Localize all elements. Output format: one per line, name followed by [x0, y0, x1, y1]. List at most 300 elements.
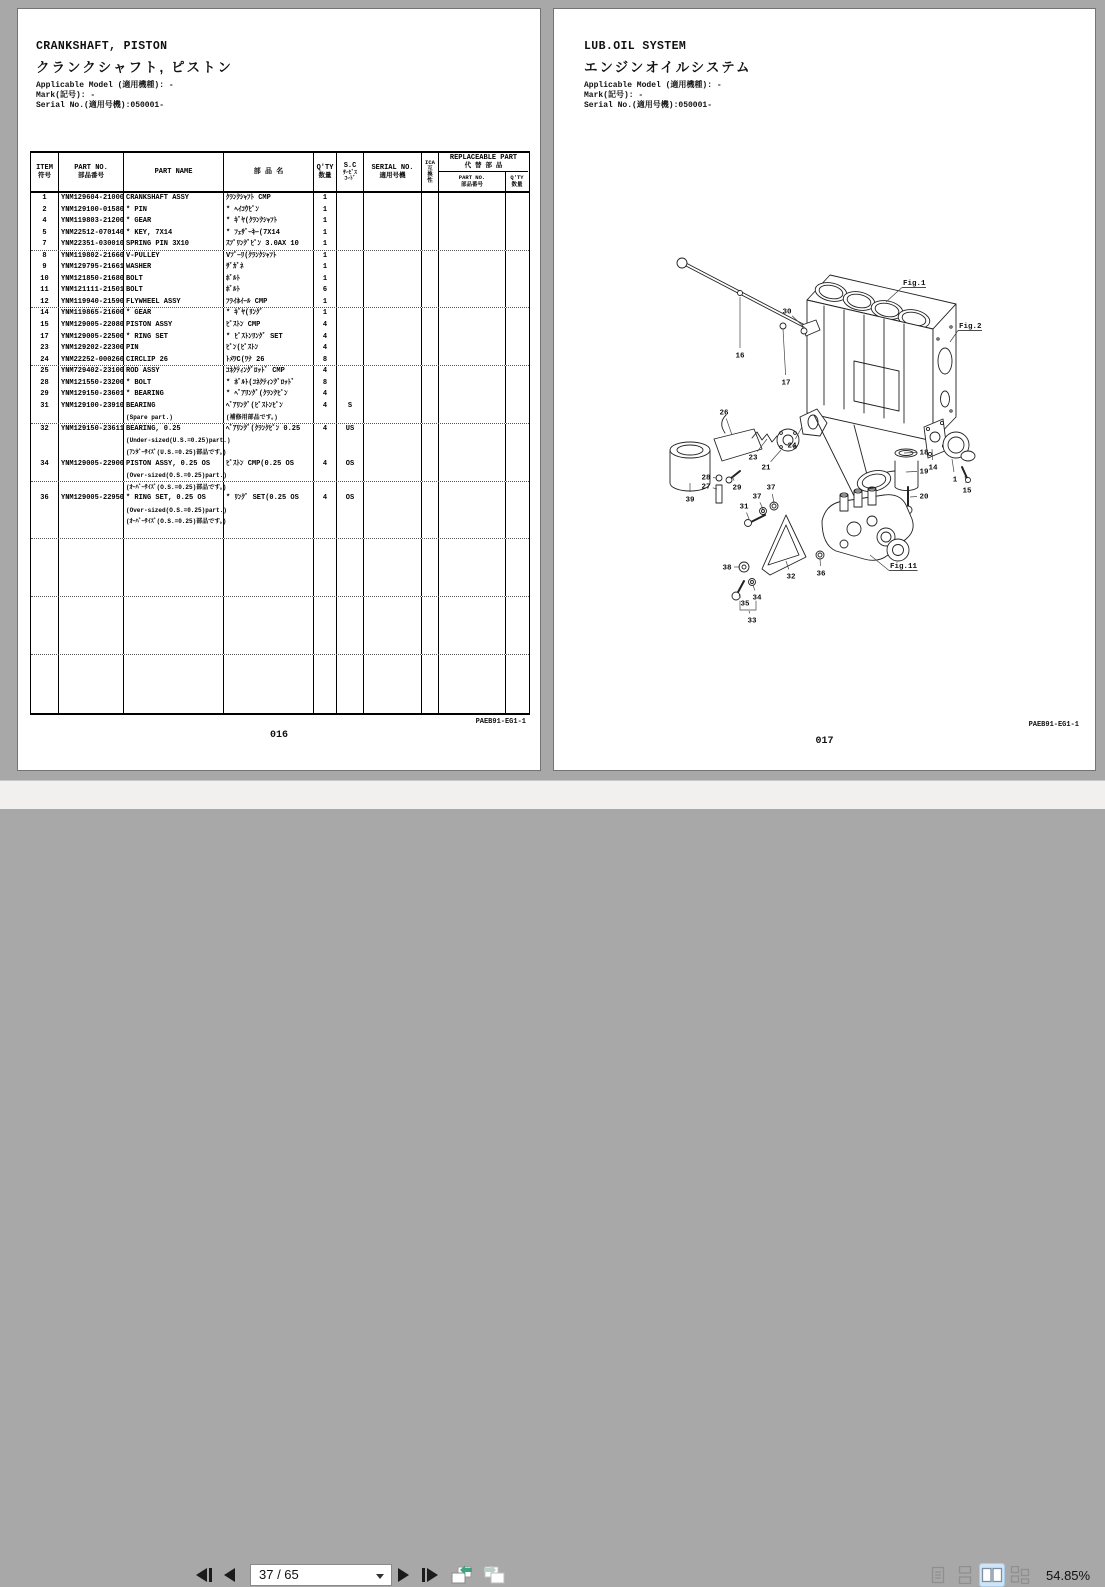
- table-cell: ﾍﾞｱﾘﾝｸﾞ(ﾋﾟｽﾄﾝﾋﾟﾝ: [224, 401, 314, 413]
- table-cell: WASHER: [124, 262, 224, 274]
- page-title-en: CRANKSHAFT, PISTON: [36, 40, 167, 53]
- table-cell: 34: [31, 459, 59, 471]
- table-cell: [422, 655, 439, 667]
- table-cell: [364, 308, 422, 320]
- table-cell: [506, 528, 528, 539]
- previous-view-button[interactable]: [448, 1563, 476, 1587]
- table-cell: [31, 470, 59, 481]
- table-cell: (ｱﾝﾀﾞｰｻｲｽﾞ(U.S.=0.25)部品です。): [124, 447, 224, 459]
- table-cell: YNM129005-22500: [59, 332, 124, 344]
- page-title-en: LUB.OIL SYSTEM: [584, 40, 686, 53]
- table-cell: [337, 205, 364, 217]
- callout-number: 23: [748, 455, 758, 463]
- table-cell: YNM121111-21501: [59, 285, 124, 297]
- table-cell: [439, 678, 506, 690]
- table-row: [31, 505, 529, 517]
- table-row: [31, 412, 529, 424]
- callout-number: 21: [761, 465, 771, 473]
- table-cell: [506, 620, 528, 632]
- table-row: [31, 482, 529, 494]
- table-cell: [337, 262, 364, 274]
- table-cell: YNM119940-21590: [59, 297, 124, 308]
- table-cell: [364, 251, 422, 263]
- table-cell: [364, 470, 422, 481]
- table-cell: [314, 563, 337, 575]
- table-cell: [506, 320, 528, 332]
- table-cell: [439, 274, 506, 286]
- callout-number: 34: [752, 595, 762, 603]
- table-cell: [422, 401, 439, 413]
- header-replaceable-part: REPLACEABLE PART 代 替 部 品 PART NO. 部品番号 Q'TY 数量: [439, 153, 528, 191]
- table-cell: [337, 447, 364, 459]
- table-cell: 1: [314, 193, 337, 205]
- header-repl-qty: Q'TY 数量: [506, 172, 528, 191]
- table-cell: [59, 643, 124, 654]
- table-cell: ﾎﾞﾙﾄ: [224, 285, 314, 297]
- table-cell: [422, 620, 439, 632]
- table-cell: [422, 493, 439, 505]
- table-cell: [59, 539, 124, 551]
- table-cell: 15: [31, 320, 59, 332]
- two-page-continuous-view-button[interactable]: [1008, 1564, 1032, 1586]
- table-row: [31, 690, 529, 702]
- table-cell: 6: [314, 285, 337, 297]
- table-cell: [364, 424, 422, 436]
- table-cell: [439, 285, 506, 297]
- table-cell: 4: [314, 401, 337, 413]
- table-cell: [314, 586, 337, 597]
- table-row: [31, 551, 529, 563]
- table-cell: 4: [314, 343, 337, 355]
- table-cell: * BOLT: [124, 378, 224, 390]
- table-row: [31, 539, 529, 551]
- table-cell: ﾎﾞﾙﾄ: [224, 274, 314, 286]
- table-cell: [364, 482, 422, 494]
- table-row: [31, 262, 529, 274]
- table-cell: 4: [314, 332, 337, 344]
- table-cell: [224, 690, 314, 702]
- table-cell: YNM22351-030010: [59, 239, 124, 250]
- table-cell: [314, 551, 337, 563]
- table-cell: * ｷﾞﾔ(ｸﾗﾝｸｼｬﾌﾄ: [224, 216, 314, 228]
- table-cell: [422, 366, 439, 378]
- table-cell: (補修用部品です。): [224, 412, 314, 423]
- table-cell: [506, 412, 528, 423]
- table-cell: [364, 332, 422, 344]
- table-row: [31, 643, 529, 655]
- window-back-arrow-icon: [449, 1564, 475, 1586]
- table-cell: [224, 632, 314, 644]
- table-cell: [506, 308, 528, 320]
- table-cell: [337, 193, 364, 205]
- callout-number: 31: [739, 504, 749, 512]
- table-cell: [31, 435, 59, 447]
- table-cell: [422, 678, 439, 690]
- table-cell: [337, 563, 364, 575]
- table-cell: [224, 505, 314, 517]
- table-cell: [364, 701, 422, 713]
- table-cell: [422, 563, 439, 575]
- table-cell: [422, 412, 439, 423]
- table-cell: [439, 597, 506, 609]
- table-cell: [506, 516, 528, 528]
- table-cell: CRANKSHAFT ASSY: [124, 193, 224, 205]
- table-cell: 1: [314, 308, 337, 320]
- meta-applicable-model: Applicable Model (適用機種): -: [36, 79, 174, 90]
- table-cell: [506, 239, 528, 250]
- table-row: [31, 516, 529, 528]
- table-cell: [422, 274, 439, 286]
- table-cell: [364, 586, 422, 597]
- callout-number: 38: [722, 565, 732, 573]
- single-page-view-button[interactable]: [926, 1564, 950, 1586]
- meta-applicable-model: Applicable Model (適用機種): -: [584, 79, 722, 90]
- table-cell: YNM22252-000260: [59, 355, 124, 366]
- table-cell: 1: [314, 239, 337, 250]
- table-cell: [337, 701, 364, 713]
- table-cell: [314, 505, 337, 517]
- table-cell: [314, 470, 337, 481]
- table-row: [31, 401, 529, 413]
- callout-number: 37: [766, 485, 775, 493]
- table-cell: [59, 701, 124, 713]
- table-cell: [439, 297, 506, 308]
- table-cell: [422, 701, 439, 713]
- table-cell: 1: [314, 216, 337, 228]
- table-cell: [364, 655, 422, 667]
- table-cell: [224, 666, 314, 678]
- table-cell: [364, 690, 422, 702]
- table-cell: [422, 447, 439, 459]
- table-cell: [337, 690, 364, 702]
- table-cell: ｽﾌﾟﾘﾝｸﾞﾋﾟﾝ 3.0AX 10: [224, 239, 314, 250]
- triangle-left-icon: [224, 1568, 235, 1582]
- table-row: [31, 389, 529, 401]
- table-cell: S: [337, 401, 364, 413]
- page-017: [553, 8, 1096, 771]
- table-cell: US: [337, 424, 364, 436]
- table-cell: [337, 609, 364, 621]
- table-cell: [506, 551, 528, 563]
- table-cell: [506, 643, 528, 654]
- table-cell: [364, 401, 422, 413]
- table-cell: [422, 297, 439, 308]
- table-cell: [506, 493, 528, 505]
- table-cell: [124, 690, 224, 702]
- table-cell: [224, 482, 314, 494]
- table-cell: [224, 516, 314, 528]
- table-cell: [337, 482, 364, 494]
- table-cell: [59, 690, 124, 702]
- table-cell: [439, 447, 506, 459]
- table-cell: [314, 597, 337, 609]
- table-cell: YNM22512-070140: [59, 228, 124, 240]
- table-row: [31, 447, 529, 459]
- triangle-left-icon: [196, 1568, 207, 1582]
- callout-number: 28: [701, 475, 711, 483]
- figure-reference-label: Fig.1: [903, 280, 926, 288]
- parts-table-header: [31, 153, 529, 193]
- next-view-button[interactable]: [480, 1563, 508, 1587]
- table-cell: [506, 539, 528, 551]
- table-cell: [506, 632, 528, 644]
- triangle-right-icon: [427, 1568, 438, 1582]
- table-cell: 25: [31, 366, 59, 378]
- last-page-button[interactable]: [422, 1567, 438, 1583]
- table-cell: [224, 539, 314, 551]
- meta-mark: Mark(記号): -: [584, 89, 643, 100]
- table-cell: BOLT: [124, 274, 224, 286]
- table-cell: [59, 563, 124, 575]
- table-cell: 11: [31, 285, 59, 297]
- table-cell: [364, 563, 422, 575]
- table-cell: [506, 424, 528, 436]
- table-cell: [337, 574, 364, 586]
- table-cell: [337, 435, 364, 447]
- table-cell: * BEARING: [124, 389, 224, 401]
- table-cell: [31, 551, 59, 563]
- window-forward-arrow-icon: [481, 1564, 507, 1586]
- table-cell: [364, 435, 422, 447]
- table-row: [31, 493, 529, 505]
- table-cell: 4: [314, 424, 337, 436]
- table-cell: [31, 586, 59, 597]
- table-cell: [422, 251, 439, 263]
- table-row: [31, 332, 529, 344]
- table-cell: [314, 690, 337, 702]
- table-cell: * RING SET: [124, 332, 224, 344]
- table-cell: [439, 332, 506, 344]
- table-cell: [422, 551, 439, 563]
- table-cell: [364, 262, 422, 274]
- table-cell: 1: [314, 228, 337, 240]
- continuous-view-button[interactable]: [953, 1564, 977, 1586]
- table-cell: [439, 701, 506, 713]
- table-cell: [364, 678, 422, 690]
- table-cell: 1: [314, 251, 337, 263]
- header-ica: ICA 互 換 性: [422, 153, 439, 191]
- meta-serial-no: Serial No.(適用号機):050001-: [584, 99, 712, 110]
- page-title-ja: エンジンオイルシステム: [584, 56, 751, 76]
- table-cell: [224, 447, 314, 459]
- bar-icon: [209, 1568, 212, 1582]
- table-cell: [337, 239, 364, 250]
- table-cell: [224, 655, 314, 667]
- table-cell: 4: [314, 459, 337, 471]
- table-row: [31, 620, 529, 632]
- table-cell: [124, 563, 224, 575]
- table-cell: [439, 216, 506, 228]
- table-cell: * GEAR: [124, 308, 224, 320]
- table-cell: [59, 435, 124, 447]
- meta-mark: Mark(記号): -: [36, 89, 95, 100]
- table-cell: [224, 470, 314, 481]
- table-cell: [364, 447, 422, 459]
- table-cell: (Over-sized(O.S.=0.25)part.): [124, 470, 224, 481]
- table-cell: [314, 609, 337, 621]
- table-cell: BOLT: [124, 285, 224, 297]
- table-cell: [364, 505, 422, 517]
- table-cell: FLYWHEEL ASSY: [124, 297, 224, 308]
- callout-number: 33: [747, 618, 757, 626]
- table-cell: [422, 597, 439, 609]
- table-cell: [422, 355, 439, 366]
- callout-number: 24: [787, 443, 797, 451]
- table-cell: 1: [314, 205, 337, 217]
- table-cell: [59, 620, 124, 632]
- table-cell: [506, 690, 528, 702]
- table-cell: [224, 528, 314, 539]
- table-cell: [314, 666, 337, 678]
- bottom-toolbar: [0, 780, 1105, 809]
- table-cell: * RING SET, 0.25 OS: [124, 493, 224, 505]
- table-cell: YNM129795-21661: [59, 262, 124, 274]
- table-cell: 2: [31, 205, 59, 217]
- callout-number: 35: [740, 601, 750, 609]
- table-cell: [439, 586, 506, 597]
- table-cell: [422, 216, 439, 228]
- table-cell: [422, 320, 439, 332]
- first-page-button[interactable]: [196, 1567, 212, 1583]
- table-cell: [337, 320, 364, 332]
- header-part-no: PART NO. 部品番号: [59, 153, 124, 191]
- table-cell: [124, 620, 224, 632]
- bar-icon: [422, 1568, 425, 1582]
- table-cell: ﾄﾒﾜC(ﾜﾅ 26: [224, 355, 314, 366]
- table-cell: 29: [31, 389, 59, 401]
- table-cell: [31, 574, 59, 586]
- two-page-view-button[interactable]: [980, 1564, 1004, 1586]
- table-cell: [337, 666, 364, 678]
- table-cell: [314, 412, 337, 423]
- callout-number: 1: [953, 477, 958, 485]
- table-cell: [337, 308, 364, 320]
- table-cell: [506, 482, 528, 494]
- table-cell: [314, 655, 337, 667]
- table-cell: 5: [31, 228, 59, 240]
- table-cell: [364, 239, 422, 250]
- table-row: [31, 274, 529, 286]
- table-cell: * ﾎﾞﾙﾄ(ｺﾈｸﾃｨﾝｸﾞﾛｯﾄﾞ: [224, 378, 314, 390]
- table-cell: * KEY, 7X14: [124, 228, 224, 240]
- table-cell: [364, 389, 422, 401]
- callout-number: 16: [735, 353, 745, 361]
- table-cell: YNM121850-21680: [59, 274, 124, 286]
- table-cell: [337, 620, 364, 632]
- table-cell: [59, 482, 124, 494]
- table-cell: (ｵｰﾊﾞｰｻｲｽﾞ(O.S.=0.25)部品です。): [124, 482, 224, 494]
- table-cell: [506, 574, 528, 586]
- table-cell: [31, 516, 59, 528]
- table-cell: [422, 528, 439, 539]
- table-cell: [422, 389, 439, 401]
- table-cell: [337, 378, 364, 390]
- table-cell: * PIN: [124, 205, 224, 217]
- table-cell: 1: [314, 297, 337, 308]
- table-cell: [506, 193, 528, 205]
- table-cell: 36: [31, 493, 59, 505]
- table-cell: [224, 586, 314, 597]
- table-cell: YNM119802-21660: [59, 251, 124, 263]
- page-indicator-combobox[interactable]: [250, 1564, 392, 1586]
- table-cell: [31, 609, 59, 621]
- table-cell: 9: [31, 262, 59, 274]
- table-cell: ｸﾗﾝｸｼｬﾌﾄ CMP: [224, 193, 314, 205]
- document-canvas[interactable]: [0, 0, 1105, 780]
- table-cell: 7: [31, 239, 59, 250]
- table-cell: 4: [31, 216, 59, 228]
- callout-number: 36: [816, 571, 826, 579]
- table-cell: * ﾌｪｻﾞｰｷｰ(7X14: [224, 228, 314, 240]
- table-cell: [59, 412, 124, 423]
- table-cell: [506, 228, 528, 240]
- next-page-button[interactable]: [398, 1567, 409, 1583]
- table-cell: [506, 378, 528, 390]
- table-row: [31, 609, 529, 621]
- table-cell: [224, 597, 314, 609]
- table-cell: YNM129150-23611: [59, 424, 124, 436]
- table-cell: 4: [314, 366, 337, 378]
- table-row: [31, 597, 529, 609]
- table-row: [31, 239, 529, 251]
- table-cell: [439, 401, 506, 413]
- table-cell: [422, 424, 439, 436]
- table-cell: ｻﾞｶﾞﾈ: [224, 262, 314, 274]
- page-number: 016: [18, 730, 540, 741]
- table-cell: 12: [31, 297, 59, 308]
- previous-page-button[interactable]: [224, 1567, 235, 1583]
- table-cell: 4: [314, 320, 337, 332]
- table-cell: [422, 262, 439, 274]
- table-cell: 8: [314, 378, 337, 390]
- table-cell: [31, 632, 59, 644]
- table-cell: [364, 551, 422, 563]
- table-cell: [224, 643, 314, 654]
- table-cell: YNM119865-21600: [59, 308, 124, 320]
- table-cell: [506, 459, 528, 471]
- table-row: [31, 355, 529, 367]
- table-cell: [364, 666, 422, 678]
- table-cell: [314, 620, 337, 632]
- table-cell: [506, 251, 528, 263]
- callout-number: 29: [732, 485, 742, 493]
- table-cell: [439, 632, 506, 644]
- table-cell: 32: [31, 424, 59, 436]
- table-cell: (ｵｰﾊﾞｰｻｲｽﾞ(O.S.=0.25)部品です。): [124, 516, 224, 528]
- table-cell: [59, 470, 124, 481]
- table-cell: [314, 435, 337, 447]
- table-cell: [337, 470, 364, 481]
- table-cell: [506, 701, 528, 713]
- table-cell: [337, 366, 364, 378]
- table-cell: [59, 551, 124, 563]
- table-cell: [439, 424, 506, 436]
- table-cell: [124, 528, 224, 539]
- table-cell: [422, 343, 439, 355]
- table-cell: [124, 632, 224, 644]
- callout-number: 15: [962, 488, 972, 496]
- table-cell: [506, 216, 528, 228]
- table-cell: [124, 701, 224, 713]
- table-cell: PISTON ASSY: [124, 320, 224, 332]
- table-cell: (Spare part.): [124, 412, 224, 423]
- table-cell: [364, 528, 422, 539]
- table-cell: [337, 389, 364, 401]
- table-cell: [422, 516, 439, 528]
- table-cell: [506, 274, 528, 286]
- table-cell: [439, 412, 506, 423]
- table-cell: YNM129100-01580: [59, 205, 124, 217]
